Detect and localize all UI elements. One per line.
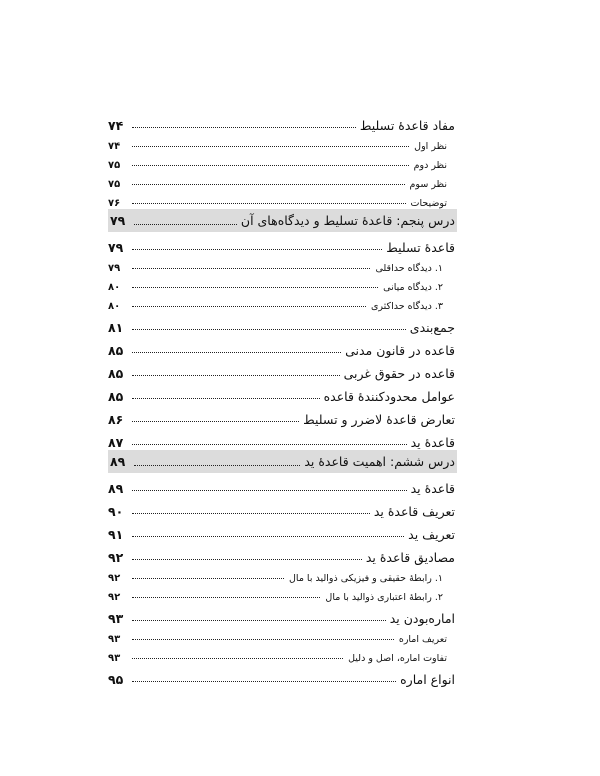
- toc-subentry: [108, 152, 455, 171]
- toc-entry-title: قاعده در حقوق غربی: [343, 366, 455, 381]
- leader-dots: [132, 577, 284, 579]
- toc-entry: [108, 519, 455, 542]
- toc-entry-title: قاعدهٔ ید: [410, 481, 455, 496]
- toc-subentry: [108, 274, 455, 293]
- toc-subentry: [108, 133, 455, 152]
- leader-dots: [132, 558, 362, 560]
- leader-dots: [132, 328, 406, 330]
- toc-entry-title: نظر دوم: [413, 160, 447, 171]
- toc-entry: [108, 496, 455, 519]
- toc-subentry: [108, 255, 455, 274]
- toc-entry-page: ۹۰: [108, 504, 124, 519]
- toc-entry-page: ۸۵: [108, 366, 124, 381]
- toc-entry-page: ۹۳: [108, 611, 124, 626]
- leader-dots: [132, 351, 341, 353]
- leader-dots: [132, 305, 366, 307]
- toc-entry-title: ۲. رابطهٔ اعتباری ذوالید با مال: [325, 592, 443, 603]
- leader-dots: [132, 512, 370, 514]
- leader-dots: [132, 164, 409, 166]
- toc-entry: [108, 358, 455, 381]
- toc-entry: [108, 381, 455, 404]
- toc-entry: [108, 404, 455, 427]
- toc-subentry: [108, 171, 455, 190]
- toc-entry-page: ۹۲: [108, 573, 121, 584]
- toc-entry: [108, 542, 455, 565]
- toc-subentry: [108, 565, 455, 584]
- toc-subentry: [108, 190, 455, 209]
- toc-entry-page: ۸۷: [108, 435, 124, 450]
- toc-entry-title: نظر اول: [414, 141, 447, 152]
- toc-subentry: [108, 293, 455, 312]
- toc-entry: [108, 312, 455, 335]
- toc-entry-title: ۱. رابطهٔ حقیقی و فیزیکی ذوالید با مال: [289, 573, 443, 584]
- toc-entry-title: جمع‌بندی: [409, 320, 455, 335]
- toc-entry-title: انواع اماره: [400, 672, 455, 687]
- toc-entry-title: تعارض قاعدهٔ لاضرر و تسلیط: [303, 412, 455, 427]
- leader-dots: [132, 248, 382, 250]
- leader-dots: [132, 596, 320, 598]
- toc-entry-page: ۷۵: [108, 179, 121, 190]
- toc-entry-page: ۷۹: [108, 240, 124, 255]
- toc-entry-title: تعریف اماره: [398, 634, 447, 645]
- toc-entry-title: اماره‌بودن ید: [389, 611, 455, 626]
- leader-dots: [132, 397, 320, 399]
- leader-dots: [132, 443, 407, 445]
- leader-dots: [132, 619, 386, 621]
- leader-dots: [132, 286, 378, 288]
- toc-entry: [108, 110, 455, 133]
- leader-dots: [132, 267, 370, 269]
- toc-entry: [108, 473, 455, 496]
- leader-dots: [132, 202, 406, 204]
- leader-dots: [132, 126, 356, 128]
- toc-subentry: [108, 645, 455, 664]
- toc-entry-page: ۷۴: [108, 118, 124, 133]
- leader-dots: [132, 183, 405, 185]
- toc-entry-page: ۸۵: [108, 343, 124, 358]
- toc-entry-title: تعریف قاعدهٔ ید: [373, 504, 455, 519]
- toc-entry-page: ۹۵: [108, 672, 124, 687]
- toc-entry: [108, 664, 455, 687]
- toc-entry-page: ۸۹: [110, 454, 126, 469]
- leader-dots: [132, 489, 407, 491]
- toc-entry-page: ۷۹: [110, 213, 126, 228]
- toc-subentry: [108, 584, 455, 603]
- toc-entry-page: ۷۹: [108, 263, 121, 274]
- toc-entry: [108, 335, 455, 358]
- toc-entry-title: مصادیق قاعدهٔ ید: [365, 550, 455, 565]
- toc-entry-title: توضیحات: [410, 198, 447, 209]
- toc-entry-title: قاعده در قانون مدنی: [345, 343, 455, 358]
- toc-entry-page: ۸۰: [108, 282, 121, 293]
- toc-entry-page: ۸۰: [108, 301, 121, 312]
- toc-entry-page: ۷۴: [108, 141, 121, 152]
- table-of-contents: [108, 110, 455, 687]
- toc-entry-title: قاعدهٔ تسلیط: [386, 240, 455, 255]
- toc-entry: [108, 427, 455, 450]
- toc-subentry: [108, 626, 455, 645]
- toc-entry-page: ۹۱: [108, 527, 124, 542]
- toc-entry-page: ۹۲: [108, 592, 121, 603]
- toc-entry-page: ۹۳: [108, 653, 121, 664]
- toc-entry-title: تعریف ید: [408, 527, 455, 542]
- toc-entry-page: ۸۱: [108, 320, 124, 335]
- toc-entry-page: ۸۹: [108, 481, 124, 496]
- toc-entry-title: تفاوت اماره، اصل و دلیل: [348, 653, 447, 664]
- toc-entry-page: ۹۳: [108, 634, 121, 645]
- toc-entry-title: عوامل محدودکنندهٔ قاعده: [323, 389, 455, 404]
- toc-entry-title: درس پنجم: قاعدهٔ تسلیط و دیدگاه‌های آن: [240, 213, 455, 228]
- toc-entry-page: ۹۲: [108, 550, 124, 565]
- toc-lesson-heading: [108, 450, 457, 473]
- toc-entry-title: نظر سوم: [409, 179, 447, 190]
- toc-entry-title: مفاد قاعدهٔ تسلیط: [359, 118, 455, 133]
- toc-entry: [108, 232, 455, 255]
- leader-dots: [132, 638, 394, 640]
- toc-entry-page: ۸۵: [108, 389, 124, 404]
- toc-entry-title: ۳. دیدگاه حداکثری: [371, 301, 443, 312]
- leader-dots: [132, 680, 396, 682]
- leader-dots: [132, 145, 409, 147]
- leader-dots: [134, 223, 237, 225]
- leader-dots: [132, 374, 340, 376]
- leader-dots: [134, 464, 300, 466]
- toc-lesson-heading: [108, 209, 457, 232]
- toc-entry-title: درس ششم: اهمیت قاعدهٔ ید: [304, 454, 455, 469]
- toc-entry-page: ۷۵: [108, 160, 121, 171]
- toc-entry-page: ۷۶: [108, 198, 121, 209]
- toc-entry-title: ۲. دیدگاه میانی: [383, 282, 443, 293]
- leader-dots: [132, 535, 404, 537]
- leader-dots: [132, 657, 343, 659]
- toc-entry-page: ۸۶: [108, 412, 124, 427]
- toc-entry-title: ۱. دیدگاه حداقلی: [375, 263, 443, 274]
- toc-entry-title: قاعدهٔ ید: [410, 435, 455, 450]
- toc-entry: [108, 603, 455, 626]
- leader-dots: [132, 420, 299, 422]
